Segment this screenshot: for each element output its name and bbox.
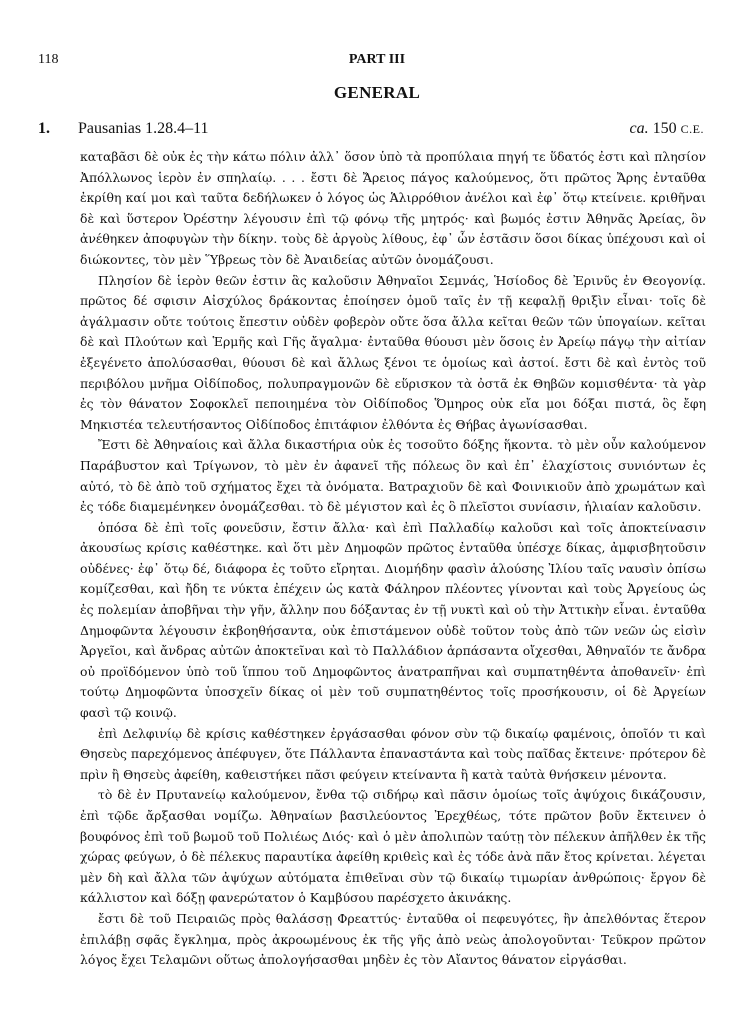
paragraph: τὸ δὲ ἐν Πρυτανείῳ καλούμενον, ἔνθα τῷ σιδήρῳ καὶ πᾶσιν ὁμοίως τοῖς ἀψύχοις δικάζουσιν, ἐπὶ τῷδε ἄρξασθαι νομίζω. Ἀθηναίων βασιλεύοντος Ἐρεχθέως, τότε πρῶτον βοῦν ἔκτεινεν ὁ βουφόνος ἐπὶ τοῦ βωμοῦ τοῦ Πολιέως Διός· καὶ ὁ μὲν ἀπολιπὼν ταύτῃ τὸν πέλεκυν ἀπῆλθεν ἐκ τῆς χώρας φεύγων, ὁ δὲ πέλεκυς παραυτίκα ἀφείθη κριθεὶς καὶ ἐς τόδε ἀνὰ πᾶν ἔτος κρίνεται. λέγεται μὲν δὴ καὶ ἄλλα τῶν ἀψύχων αὐτόματα ἐπιθεῖναι σὺν τῷ δικαίῳ τιμωρίαν ἀνθρώποις· ἔργον δὲ κάλλιστον καὶ δόξῃ φανερώτατον ὁ Καμβύσου παρέσχετο ἀκινάκης.: [80, 787, 706, 906]
entry-number: 1.: [38, 120, 50, 137]
date-value: 150: [652, 120, 677, 137]
part-heading: PART III: [348, 52, 406, 67]
paragraph: Πλησίον δὲ ἱερὸν θεῶν ἐστιν ἃς καλοῦσιν Ἀθηναῖοι Σεμνάς, Ἡσίοδος δὲ Ἐρινῦς ἐν Θεογονίᾳ. πρῶτος δέ σφισιν Αἰσχύλος δράκοντας ἐποίησεν ὁμοῦ ταῖς ἐν τῇ κεφαλῇ θριξὶν εἶναι· τοῖς δὲ ἀγάλμασιν οὔτε τούτοις ἔπεστιν οὐδὲν φοβερὸν οὔτε ὅσα ἄλλα κεῖται θεῶν τῶν ὑπογαίων. κεῖται δὲ καὶ Πλούτων καὶ Ἑρμῆς καὶ Γῆς ἄγαλμα· ἐνταῦθα θύουσι μὲν ὅσοις ἐν Ἀρείῳ πάγῳ τὴν αἰτίαν ἐξεγένετο ἀπολύσασθαι, θύουσι δὲ καὶ ἄλλως ξένοι τε ὁμοίως καὶ ἀστοί. ἔστι δὲ καὶ ἐντὸς τοῦ περιβόλου μνῆμα Οἰδίποδος, πολυπραγμονῶν δὲ εὕρισκον τὰ ὀστᾶ ἐκ Θηβῶν κομισθέντα· τὰ γὰρ ἐς τὸν θάνατον Σοφοκλεῖ πεποιημένα τὸν Οἰδίποδος Ὅμηρος οὐκ εἴα μοι δόξαι πιστά, ὃς ἔφη Μηκιστέα τελευτήσαντος Οἰδίποδος ἐπιτάφιον ἐλθόντα ἐς Θήβας ἀγωνίσασθαι.: [80, 272, 706, 432]
page-number: 118: [38, 52, 59, 67]
paragraph: ὁπόσα δὲ ἐπὶ τοῖς φονεῦσιν, ἔστιν ἄλλα· καὶ ἐπὶ Παλλαδίῳ καλοῦσι καὶ τοῖς ἀποκτείνασιν ἀκουσίως κρίσις καθέστηκε. καὶ ὅτι μὲν Δημοφῶν πρῶτος ἐνταῦθα ὑπέσχε δίκας, ἀμφισβητοῦσιν οὐδένες· ἐφ᾽ ὅτῳ δέ, διάφορα ἐς τοῦτο εἴρηται. Διομήδην φασὶν ἁλούσης Ἰλίου ταῖς ναυσὶν ὀπίσω κομίζεσθαι, καὶ ἤδη τε νύκτα ἐπέχειν ὡς κατὰ Φάληρον πλέοντες γίνονται καὶ τοὺς Ἀργείους ὡς ἐς πολεμίαν ἀποβῆναι τὴν γῆν, ἄλλην που δόξαντας ἐν τῇ νυκτὶ καὶ οὐ τὴν Ἀττικὴν εἶναι. ἐνταῦθα Δημοφῶντα λέγουσιν ἐκβοηθήσαντα, οὐκ ἐπιστάμενον οὐδὲ τοῦτον τοὺς ἀπὸ τῶν νεῶν ὡς εἰσὶν Ἀργεῖοι, καὶ ἄνδρας αὐτῶν ἀποκτεῖναι καὶ τὸ Παλλάδιον ἁρπάσαντα οἴχεσθαι, Ἀθηναῖόν τε ἄνδρα οὐ προϊδόμενον ὑπὸ τοῦ ἵππου τοῦ Δημοφῶντος ἀνατραπῆναι καὶ συμπατηθέντα ἀποθανεῖν· ἐπὶ τούτῳ Δημοφῶντα ὑποσχεῖν δίκας οἱ μὲν τοῦ συμπατηθέντος τοῖς προσήκουσιν, οἱ δὲ Ἀργείων φασὶ τῷ κοινῷ.: [80, 519, 706, 721]
paragraph: ἐπὶ Δελφινίῳ δὲ κρίσις καθέστηκεν ἐργάσασθαι φόνον σὺν τῷ δικαίῳ φαμένοις, ὁποῖόν τι καὶ Θησεὺς παρεχόμενος ἀπέφυγεν, ὅτε Πάλλαντα ἐπαναστάντα καὶ τοὺς παῖδας ἔκτεινε· πρότερον δὲ πρὶν ἢ Θησεὺς ἀφείθη, καθειστήκει πᾶσι φεύγειν κτείναντα ἢ κατὰ ταὐτὰ θνήσκειν μένοντα.: [80, 725, 706, 782]
date-era: C.E.: [680, 122, 704, 136]
entry-source: Pausanias 1.28.4–11: [78, 120, 209, 137]
paragraph: ἔστι δὲ τοῦ Πειραιῶς πρὸς θαλάσσῃ Φρεαττύς· ἐνταῦθα οἱ πεφευγότες, ἢν ἀπελθόντας ἕτερον ἐπιλάβῃ σφᾶς ἔγκλημα, πρὸς ἀκροωμένους ἐκ τῆς γῆς ἀπὸ νεὼς ἀπολογοῦνται· Τεῦκρον πρῶτον λόγος ἔχει Τελαμῶνι οὕτως ἀπολογήσασθαι μηδὲν ἐς τὸν Αἴαντος θάνατον εἰργάσθαι.: [80, 910, 706, 968]
greek-text: [80, 147, 706, 971]
section-heading: GENERAL: [333, 83, 421, 102]
paragraph: Ἔστι δὲ Ἀθηναίοις καὶ ἄλλα δικαστήρια οὐκ ἐς τοσοῦτο δόξης ἥκοντα. τὸ μὲν οὖν καλούμενον Παράβυστον καὶ Τρίγωνον, τὸ μὲν ἐν ἀφανεῖ τῆς πόλεως ὂν καὶ ἐπ᾽ ἐλαχίστοις συνιόντων ἐς αὐτό, τὸ δὲ ἀπὸ τοῦ σχήματος ἔχει τὰ ὀνόματα. Βατραχιοῦν δὲ καὶ Φοινικιοῦν ἀπὸ χρωμάτων καὶ ἐς τόδε διαμεμένηκεν ὀνομάζεσθαι. τὸ δὲ μέγιστον καὶ ἐς ὃ πλεῖστοι συνίασιν, ἡλιαίαν καλοῦσιν.: [80, 437, 706, 515]
entry-header: [38, 120, 704, 142]
paragraph: καταβᾶσι δὲ οὐκ ἐς τὴν κάτω πόλιν ἀλλ᾽ ὅσον ὑπὸ τὰ προπύλαια πηγή τε ὕδατός ἐστι καὶ πλησίον Ἀπόλλωνος ἱερὸν ἐν σπηλαίῳ. . . . ἔστι δὲ Ἄρειος πάγος καλούμενος, ὅτι πρῶτος Ἄρης ἐνταῦθα ἐκρίθη καί μοι καὶ ταῦτα δεδήλωκεν ὁ λόγος ὡς Ἁλιρρόθιον ἀνέλοι καὶ ἐφ᾽ ὅτῳ κτείνειε. κριθῆναι δὲ καὶ ὕστερον Ὀρέστην λέγουσιν ἐπὶ τῷ φόνῳ τῆς μητρός· καὶ βωμός ἐστιν Ἀθηνᾶς Ἀρείας, ὃν ἀνέθηκεν ἀποφυγὼν τὴν δίκην. τοὺς δὲ ἀργοὺς λίθους, ἐφ᾽ ὧν ἑστᾶσιν ὅσοι δίκας ὑπέχουσι καὶ οἱ διώκοντες, τὸν μὲν Ὕβρεως τὸν δὲ Ἀναιδείας αὐτῶν ὀνομάζουσι.: [80, 149, 706, 267]
date-prefix: ca.: [629, 120, 649, 137]
entry-date: [630, 120, 704, 138]
